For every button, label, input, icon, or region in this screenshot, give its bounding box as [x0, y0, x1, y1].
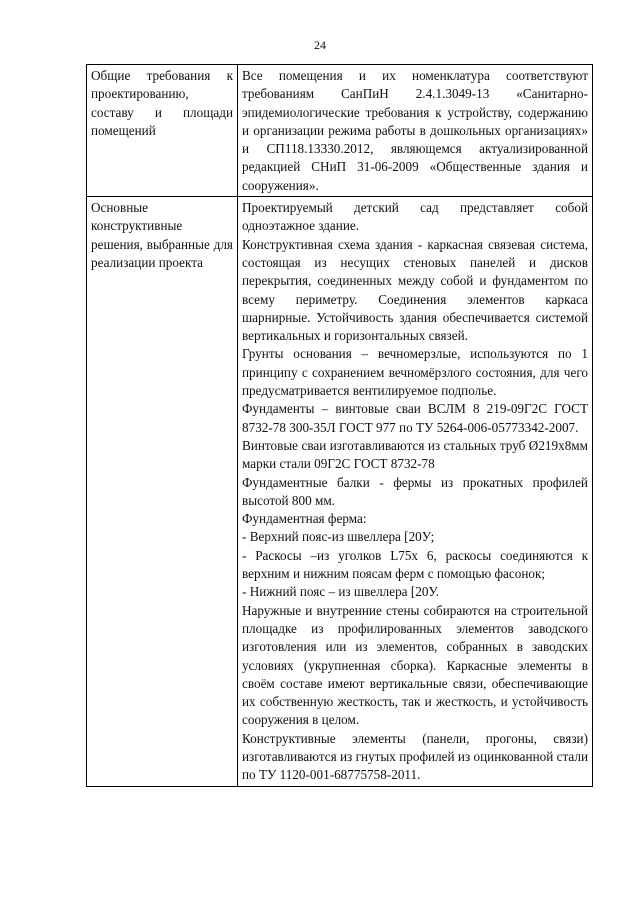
- content-paragraph: Конструктивная схема здания - каркасная связевая система, состоящая из несущих стеновых панелей и дисков перекрытия, соединенных между собой и фундаментом по всему периметру. Соединения элементов каркаса шарнирные. Устойчивость здания обеспечивается системой вертикальных и горизонтальных связей.: [242, 236, 588, 344]
- content-paragraph: Конструктивные элементы (панели, прогоны, связи) изготавливаются из гнутых профилей из оцинкованной стали по ТУ 1120-001-68775758-2011.: [242, 730, 588, 783]
- content-paragraph: - Раскосы –из уголков L75х 6, раскосы соединяются к верхним и нижним поясам ферм с помощью фасонок;: [242, 547, 588, 582]
- table-row: [87, 65, 593, 197]
- content-paragraph: Фундаментная ферма:: [242, 511, 367, 527]
- content-paragraph: Все помещения и их номенклатура соответствуют требованиям СанПиН 2.4.1.3049-13 «Санитарно-эпидемиологические требования к устройству, содержанию и организации режима работы в дошкольных организациях» и СП118.13330.2012, являющемся актуализированной редакцией СНиП 31-06-2009 «Общественные здания и сооружения».: [242, 68, 588, 193]
- row-label-structural-solutions: Основные конструктивные решения, выбранные для реализации проекта: [87, 197, 238, 787]
- page-number: 24: [314, 38, 326, 52]
- content-paragraph: Наружные и внутренние стены собираются на строительной площадке из профилированных элементов заводского изготовления или из элементов, собранных в заводских условиях (укрупненная сборка). Каркасные элементы в своём составе имеют вертикальные связи, обеспечивающие их собственную жесткость, так и жесткость, и устойчивость сооружения в целом.: [242, 602, 588, 728]
- requirements-table: [86, 64, 593, 787]
- content-paragraph: Проектируемый детский сад представляет собой одноэтажное здание.: [242, 200, 588, 234]
- content-paragraph: - Верхний пояс-из швеллера [20У;: [242, 529, 435, 545]
- table-row: [87, 197, 593, 787]
- row-content-general-requirements: [238, 65, 593, 197]
- content-paragraph: Фундаментные балки - фермы из прокатных профилей высотой 800 мм.: [242, 474, 588, 508]
- row-content-structural-solutions: [238, 197, 593, 787]
- content-paragraph: Грунты основания – вечномерзлые, используются по 1 принципу с сохранением вечномёрзлого состояния, для чего предусматривается вентилируемое подполье.: [242, 346, 588, 399]
- row-label-general-requirements: Общие требования к проектированию, составу и площади помещений: [87, 65, 238, 197]
- content-paragraph: Фундаменты – винтовые сваи ВСЛМ 8 219-09Г2С ГОСТ 8732-78 300-35Л ГОСТ 977 по ТУ 5264-006-05773342-2007.: [242, 401, 588, 435]
- content-paragraph: - Нижний пояс – из швеллера [20У.: [242, 584, 439, 600]
- content-paragraph: Винтовые сваи изготавливаются из стальных труб Ø219х8мм марки стали 09Г2С ГОСТ 8732-78: [242, 437, 588, 472]
